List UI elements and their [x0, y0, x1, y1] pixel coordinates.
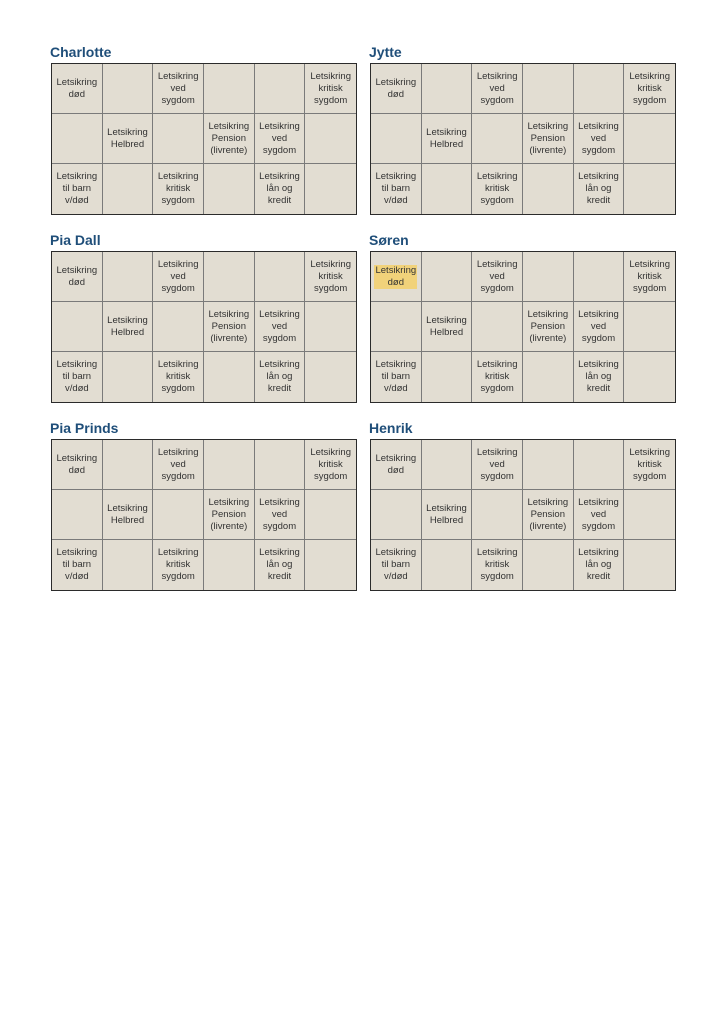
empty-cell	[523, 164, 574, 214]
empty-cell	[624, 490, 675, 540]
coverage-label: Letsikring Pension (livrente)	[208, 496, 250, 532]
empty-cell	[523, 440, 574, 490]
coverage-cell	[371, 164, 422, 214]
coverage-cell	[103, 490, 154, 540]
coverage-cell	[204, 114, 255, 164]
coverage-cell	[255, 352, 306, 402]
coverage-cell	[371, 540, 422, 590]
person-card-jytte	[370, 44, 676, 215]
coverage-cell	[422, 302, 473, 352]
empty-cell	[523, 252, 574, 302]
empty-cell	[472, 114, 523, 164]
coverage-cell	[305, 64, 356, 114]
empty-cell	[204, 540, 255, 590]
coverage-label: Letsikring lån og kredit	[578, 547, 619, 582]
coverage-cell	[255, 114, 306, 164]
coverage-label: Letsikring til barn v/død	[375, 359, 417, 394]
coverage-label: Letsikring kritisk sygdom	[157, 171, 199, 206]
empty-cell	[204, 352, 255, 402]
person-name: Pia Prinds	[50, 420, 119, 436]
person-name: Pia Dall	[50, 232, 101, 248]
person-card-charlotte	[51, 44, 357, 215]
coverage-cell	[153, 540, 204, 590]
empty-cell	[371, 490, 422, 540]
coverage-grid	[370, 251, 676, 403]
coverage-label: Letsikring Helbred	[107, 314, 148, 338]
empty-cell	[523, 64, 574, 114]
coverage-label: Letsikring kritisk sygdom	[157, 547, 199, 582]
empty-cell	[422, 540, 473, 590]
coverage-label: Letsikring lån og kredit	[259, 171, 300, 206]
empty-cell	[255, 440, 306, 490]
coverage-label: Letsikring lån og kredit	[259, 359, 300, 394]
coverage-label: Letsikring kritisk sygdom	[157, 359, 199, 394]
empty-cell	[574, 252, 625, 302]
coverage-label: Letsikring kritisk sygdom	[629, 70, 670, 106]
coverage-label: Letsikring ved sygdom	[259, 308, 300, 344]
empty-cell	[103, 64, 154, 114]
empty-cell	[472, 490, 523, 540]
coverage-label: Letsikring Pension (livrente)	[208, 308, 250, 344]
person-card-pia-prinds	[51, 420, 357, 591]
coverage-cell	[574, 352, 625, 402]
coverage-label: Letsikring ved sygdom	[259, 120, 300, 156]
empty-cell	[103, 540, 154, 590]
empty-cell	[153, 114, 204, 164]
empty-cell	[52, 114, 103, 164]
coverage-cell	[103, 302, 154, 352]
coverage-cell	[523, 490, 574, 540]
coverage-cell	[371, 352, 422, 402]
empty-cell	[422, 252, 473, 302]
empty-cell	[103, 352, 154, 402]
coverage-grid	[51, 251, 357, 403]
coverage-cell	[52, 540, 103, 590]
coverage-label: Letsikring til barn v/død	[375, 171, 417, 206]
coverage-cell	[153, 164, 204, 214]
person-card-henrik	[370, 420, 676, 591]
empty-cell	[204, 164, 255, 214]
coverage-cell	[574, 540, 625, 590]
coverage-cell	[624, 64, 675, 114]
empty-cell	[472, 302, 523, 352]
coverage-label: Letsikring kritisk sygdom	[629, 446, 670, 482]
empty-cell	[305, 540, 356, 590]
empty-cell	[305, 302, 356, 352]
empty-cell	[204, 64, 255, 114]
coverage-grid	[370, 63, 676, 215]
coverage-label: Letsikring Helbred	[426, 502, 467, 526]
coverage-cell	[422, 490, 473, 540]
coverage-cell	[624, 252, 675, 302]
coverage-cell	[371, 440, 422, 490]
coverage-label: Letsikring ved sygdom	[476, 258, 518, 294]
empty-cell	[305, 164, 356, 214]
coverage-cell	[153, 440, 204, 490]
empty-cell	[103, 252, 154, 302]
empty-cell	[624, 302, 675, 352]
coverage-grid	[51, 63, 357, 215]
coverage-label: Letsikring lån og kredit	[578, 359, 619, 394]
coverage-label: Letsikring til barn v/død	[56, 359, 98, 394]
coverage-label: Letsikring Helbred	[107, 502, 148, 526]
coverage-cell	[371, 252, 422, 302]
coverage-label: Letsikring ved sygdom	[476, 70, 518, 106]
coverage-label: Letsikring Pension (livrente)	[527, 496, 569, 532]
coverage-label: Letsikring kritisk sygdom	[629, 258, 670, 294]
coverage-label: Letsikring ved sygdom	[476, 446, 518, 482]
empty-cell	[305, 114, 356, 164]
coverage-label: Letsikring Pension (livrente)	[527, 308, 569, 344]
empty-cell	[624, 164, 675, 214]
coverage-cell	[422, 114, 473, 164]
empty-cell	[204, 440, 255, 490]
coverage-cell	[204, 302, 255, 352]
empty-cell	[422, 64, 473, 114]
empty-cell	[371, 302, 422, 352]
coverage-cell	[472, 164, 523, 214]
coverage-label: Letsikring død	[56, 452, 98, 476]
coverage-cell	[204, 490, 255, 540]
coverage-label: Letsikring Pension (livrente)	[208, 120, 250, 156]
coverage-cell	[574, 490, 625, 540]
coverage-cell	[574, 302, 625, 352]
empty-cell	[371, 114, 422, 164]
coverage-cell	[472, 64, 523, 114]
empty-cell	[255, 64, 306, 114]
empty-cell	[305, 490, 356, 540]
coverage-cell	[371, 64, 422, 114]
empty-cell	[523, 352, 574, 402]
coverage-cell	[255, 490, 306, 540]
coverage-cell	[523, 302, 574, 352]
coverage-cell	[472, 440, 523, 490]
coverage-label: Letsikring kritisk sygdom	[476, 547, 518, 582]
coverage-label: Letsikring kritisk sygdom	[476, 171, 518, 206]
coverage-cell	[52, 252, 103, 302]
coverage-cell	[103, 114, 154, 164]
coverage-cell	[153, 64, 204, 114]
coverage-label: Letsikring ved sygdom	[578, 308, 619, 344]
empty-cell	[624, 540, 675, 590]
coverage-label: Letsikring til barn v/død	[56, 547, 98, 582]
coverage-cell	[153, 252, 204, 302]
coverage-cell	[153, 352, 204, 402]
empty-cell	[422, 352, 473, 402]
coverage-label: Letsikring Helbred	[426, 126, 467, 150]
coverage-cell	[305, 252, 356, 302]
coverage-cell	[255, 164, 306, 214]
empty-cell	[624, 352, 675, 402]
empty-cell	[204, 252, 255, 302]
coverage-label: Letsikring ved sygdom	[157, 70, 199, 106]
coverage-label: Letsikring lån og kredit	[259, 547, 300, 582]
coverage-label: Letsikring Helbred	[107, 126, 148, 150]
empty-cell	[103, 440, 154, 490]
person-card-soren	[370, 232, 676, 403]
coverage-cell	[523, 114, 574, 164]
coverage-cell	[52, 164, 103, 214]
coverage-label: Letsikring kritisk sygdom	[310, 70, 351, 106]
coverage-label: Letsikring Pension (livrente)	[527, 120, 569, 156]
coverage-label: Letsikring ved sygdom	[578, 496, 619, 532]
empty-cell	[255, 252, 306, 302]
coverage-cell	[574, 114, 625, 164]
empty-cell	[624, 114, 675, 164]
coverage-label: Letsikring død	[375, 452, 417, 476]
coverage-label: Letsikring til barn v/død	[375, 547, 417, 582]
empty-cell	[523, 540, 574, 590]
coverage-cell	[255, 540, 306, 590]
coverage-cell	[52, 352, 103, 402]
coverage-label: Letsikring død	[56, 264, 98, 288]
empty-cell	[153, 490, 204, 540]
coverage-cell	[52, 64, 103, 114]
person-card-pia-dall	[51, 232, 357, 403]
empty-cell	[422, 164, 473, 214]
coverage-label: Letsikring ved sygdom	[157, 446, 199, 482]
coverage-grid	[51, 439, 357, 591]
coverage-label: Letsikring ved sygdom	[259, 496, 300, 532]
coverage-label: Letsikring lån og kredit	[578, 171, 619, 206]
coverage-label: Letsikring til barn v/død	[56, 171, 98, 206]
coverage-cell	[472, 352, 523, 402]
coverage-label: Letsikring ved sygdom	[157, 258, 199, 294]
coverage-label: Letsikring ved sygdom	[578, 120, 619, 156]
empty-cell	[305, 352, 356, 402]
coverage-cell	[472, 252, 523, 302]
empty-cell	[103, 164, 154, 214]
coverage-label: Letsikring kritisk sygdom	[476, 359, 518, 394]
person-name: Jytte	[369, 44, 402, 60]
coverage-cell	[52, 440, 103, 490]
person-name: Charlotte	[50, 44, 112, 60]
coverage-label: Letsikring død	[375, 76, 417, 100]
coverage-label: Letsikring død	[56, 76, 98, 100]
empty-cell	[574, 64, 625, 114]
empty-cell	[52, 302, 103, 352]
highlighted-coverage-label: Letsikring død	[375, 264, 417, 288]
coverage-cell	[255, 302, 306, 352]
empty-cell	[422, 440, 473, 490]
empty-cell	[52, 490, 103, 540]
coverage-cell	[624, 440, 675, 490]
empty-cell	[153, 302, 204, 352]
person-name: Søren	[369, 232, 409, 248]
coverage-label: Letsikring kritisk sygdom	[310, 258, 351, 294]
coverage-cell	[305, 440, 356, 490]
coverage-cell	[472, 540, 523, 590]
coverage-label: Letsikring Helbred	[426, 314, 467, 338]
coverage-cell	[574, 164, 625, 214]
coverage-grid	[370, 439, 676, 591]
person-name: Henrik	[369, 420, 413, 436]
coverage-label: Letsikring kritisk sygdom	[310, 446, 351, 482]
empty-cell	[574, 440, 625, 490]
